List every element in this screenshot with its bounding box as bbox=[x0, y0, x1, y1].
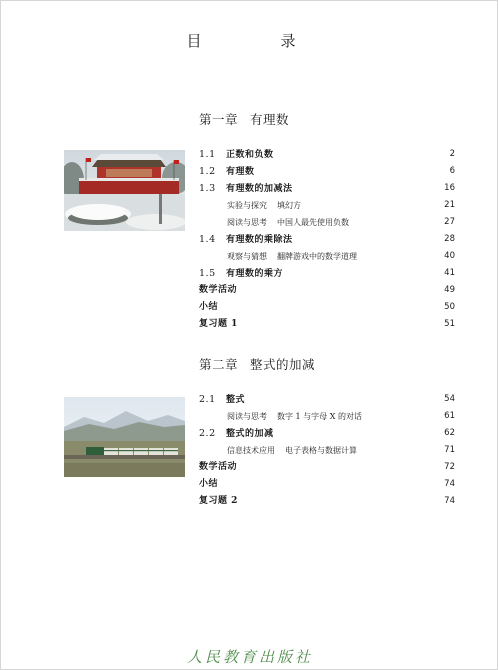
page-number: 49 bbox=[444, 285, 455, 295]
chapter-2-image bbox=[64, 397, 185, 477]
section-title: 正数和负数 bbox=[226, 150, 274, 160]
feature-title: 翻牌游戏中的数学道理 bbox=[277, 252, 357, 261]
page-number: 74 bbox=[444, 496, 455, 506]
feature-title: 电子表格与数据计算 bbox=[285, 446, 357, 455]
chapter-2-title: 整式的加减 bbox=[250, 357, 316, 372]
chapter-2-number: 第二章 bbox=[199, 357, 239, 372]
chapter-1-title: 有理数 bbox=[250, 112, 290, 127]
toc-subrow[interactable] bbox=[199, 442, 455, 459]
toc-subrow[interactable] bbox=[199, 197, 455, 214]
page-number: 72 bbox=[444, 462, 455, 472]
section-number: 1.4 bbox=[199, 234, 216, 245]
item-title: 数学活动 bbox=[199, 285, 238, 295]
section-number: 1.1 bbox=[199, 149, 216, 160]
toc-row[interactable] bbox=[199, 425, 455, 442]
toc-row[interactable] bbox=[199, 493, 455, 510]
toc-row[interactable] bbox=[199, 476, 455, 493]
section-title: 整式 bbox=[226, 395, 246, 405]
feature-title: 中国人最先使用负数 bbox=[277, 218, 349, 227]
toc-row[interactable] bbox=[199, 180, 455, 197]
section-number: 2.1 bbox=[199, 394, 216, 405]
page-number: 54 bbox=[444, 394, 455, 404]
section-title: 有理数 bbox=[226, 167, 255, 177]
section-number: 1.5 bbox=[199, 268, 216, 279]
item-title: 复习题 1 bbox=[199, 319, 238, 329]
toc-row[interactable] bbox=[199, 316, 455, 333]
section-title: 有理数的加减法 bbox=[226, 184, 293, 194]
page-number: 27 bbox=[444, 217, 455, 227]
chapter-1-image bbox=[64, 150, 185, 231]
feature-kind: 观察与猜想 bbox=[227, 252, 267, 261]
page-number: 28 bbox=[444, 234, 455, 244]
page-number: 2 bbox=[449, 149, 455, 159]
page-number: 71 bbox=[444, 445, 455, 455]
toc-subrow[interactable] bbox=[199, 214, 455, 231]
chapter-2-toc bbox=[199, 391, 455, 510]
feature-kind: 实验与探究 bbox=[227, 201, 267, 210]
chapter-2-heading bbox=[199, 355, 315, 373]
section-number: 1.3 bbox=[199, 183, 216, 194]
toc-row[interactable] bbox=[199, 146, 455, 163]
toc-row[interactable] bbox=[199, 265, 455, 282]
page-number: 61 bbox=[444, 411, 455, 421]
section-title: 有理数的乘除法 bbox=[226, 235, 293, 245]
feature-title: 数字 1 与字母 X 的对话 bbox=[277, 412, 362, 421]
publisher-logo: 人民教育出版社 bbox=[186, 648, 313, 666]
page-number: 41 bbox=[444, 268, 455, 278]
item-title: 小结 bbox=[199, 479, 219, 489]
page-number: 50 bbox=[444, 302, 455, 312]
feature-kind: 信息技术应用 bbox=[227, 446, 275, 455]
section-title: 有理数的乘方 bbox=[226, 269, 284, 279]
item-title: 小结 bbox=[199, 302, 219, 312]
feature-kind: 阅读与思考 bbox=[227, 218, 267, 227]
item-title: 数学活动 bbox=[199, 462, 238, 472]
page-title: 目 录 bbox=[186, 32, 328, 50]
feature-kind: 阅读与思考 bbox=[227, 412, 267, 421]
toc-row[interactable] bbox=[199, 231, 455, 248]
page-number: 62 bbox=[444, 428, 455, 438]
page-number: 51 bbox=[444, 319, 455, 329]
page-number: 40 bbox=[444, 251, 455, 261]
section-title: 整式的加减 bbox=[226, 429, 274, 439]
section-number: 2.2 bbox=[199, 428, 216, 439]
chapter-1-number: 第一章 bbox=[199, 112, 239, 127]
toc-row[interactable] bbox=[199, 459, 455, 476]
toc-subrow[interactable] bbox=[199, 408, 455, 425]
chapter-1-toc bbox=[199, 146, 455, 333]
page-number: 16 bbox=[444, 183, 455, 193]
toc-row[interactable] bbox=[199, 282, 455, 299]
page-number: 74 bbox=[444, 479, 455, 489]
feature-title: 填幻方 bbox=[277, 201, 301, 210]
item-title: 复习题 2 bbox=[199, 496, 238, 506]
toc-row[interactable] bbox=[199, 163, 455, 180]
page-number: 21 bbox=[444, 200, 455, 210]
page-number: 6 bbox=[449, 166, 455, 176]
toc-subrow[interactable] bbox=[199, 248, 455, 265]
toc-row[interactable] bbox=[199, 299, 455, 316]
chapter-1-heading bbox=[199, 110, 289, 128]
section-number: 1.2 bbox=[199, 166, 216, 177]
toc-row[interactable] bbox=[199, 391, 455, 408]
